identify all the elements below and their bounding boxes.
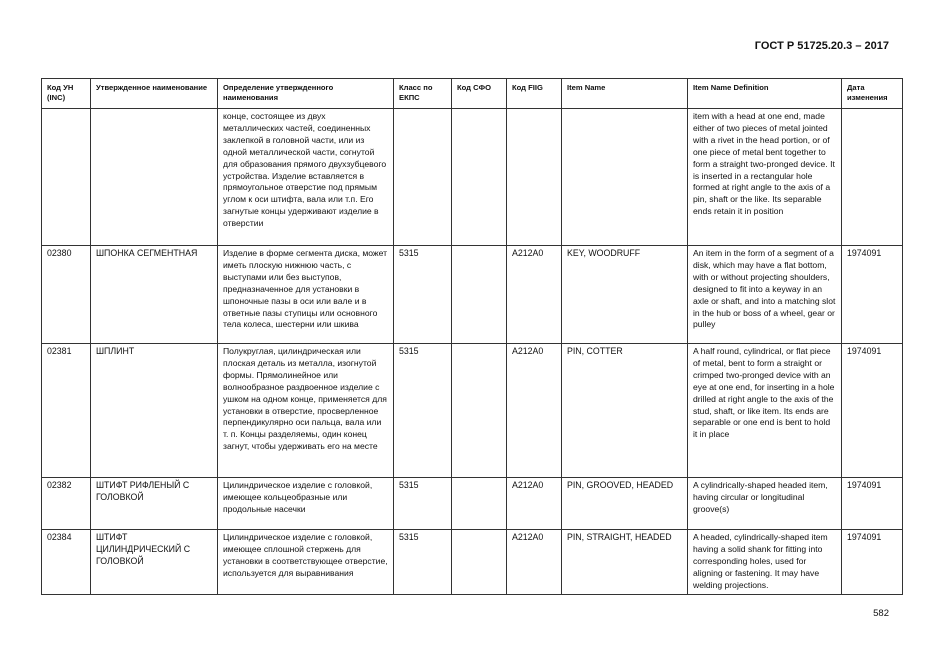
cell-sfo [452,109,507,246]
cell-class: 5315 [394,344,452,478]
cell-definition: Цилиндрическое изделие с головкой, имеющее кольцеобразные или продольные насечки [218,478,394,530]
table-row [42,478,903,530]
cell-date: 1974091 [842,344,903,478]
cell-item-name: PIN, GROOVED, HEADED [562,478,688,530]
cell-code [42,109,91,246]
column-header-sfo: Код СФО [452,79,507,109]
cell-name [91,109,218,246]
cell-sfo [452,344,507,478]
cell-date: 1974091 [842,478,903,530]
column-header-date: Дата изменения [842,79,903,109]
page-number: 582 [873,608,889,619]
column-header-class: Класс по ЕКПС [394,79,452,109]
cell-date: 1974091 [842,246,903,344]
cell-item-def: A cylindrically-shaped headed item, having circular or longitudinal groove(s) [688,478,842,530]
cell-item-def: An item in the form of a segment of a disk, which may have a flat bottom, with or without projecting shoulders, designed to fit into a keyway in an axle or shaft, and into a matching slot in the hub or boss of a wheel, gear or pulley [688,246,842,344]
cell-name: ШТИФТ РИФЛЕНЫЙ С ГОЛОВКОЙ [91,478,218,530]
cell-code: 02382 [42,478,91,530]
cell-fiig: A212A0 [507,530,562,595]
table-header-row [42,79,903,109]
cell-item-name [562,109,688,246]
document-header: ГОСТ Р 51725.20.3 – 2017 [754,40,889,52]
column-header-item-def: Item Name Definition [688,79,842,109]
cell-class: 5315 [394,246,452,344]
cell-item-def: A half round, cylindrical, or flat piece of metal, bent to form a straight or crimped two-pronged device with an eye at one end, for inserting in a hole drilled at right angle to the axis of the stud, shaft, or like item. Its ends are separable or one end is bent to hold it in place [688,344,842,478]
table-row [42,246,903,344]
cell-code: 02384 [42,530,91,595]
cell-definition: Полукруглая, цилиндрическая или плоская деталь из металла, изогнутой формы. Прямолинейное или волнообразное раздвоенное изделие с ушком на одном конце, применяется для установки в отверстие, просверленное перпендикулярно оси пальца, вала или т. п. Концы разделяемы, один конец загнут, чтобы удерживать его на месте [218,344,394,478]
cell-definition: конце, состоящее из двух металлических частей, соединенных заклепкой в головной части, или из одной металлической части, согнутой для образования прямого двухзубцевого устройства. Изделие вставляется в прямоугольное отверстие под прямым углом к оси штифта, вала или т.п. Его загнутые концы удерживают изделие в отверстии [218,109,394,246]
column-header-item-name: Item Name [562,79,688,109]
cell-item-def: A headed, cylindrically-shaped item having a solid shank for fitting into corresponding holes, used for aligning or fastening. It may have welding projections. [688,530,842,595]
column-header-definition: Определение утвержденного наименования [218,79,394,109]
cell-name: ШПЛИНТ [91,344,218,478]
cell-fiig: A212A0 [507,344,562,478]
column-header-name: Утвержденное наименование [91,79,218,109]
cell-definition: Изделие в форме сегмента диска, может иметь плоскую нижнюю часть, с выступами или без выступов, предназначенное для установки в шпоночные пазы в оси или вале и в ответные пазы ступицы или основного тела колеса, шестерни или шкива [218,246,394,344]
column-header-fiig: Код FIIG [507,79,562,109]
data-table [41,78,903,595]
cell-date: 1974091 [842,530,903,595]
cell-name: ШПОНКА СЕГМЕНТНАЯ [91,246,218,344]
column-header-code: Код УН (INC) [42,79,91,109]
cell-fiig [507,109,562,246]
cell-class [394,109,452,246]
cell-sfo [452,530,507,595]
cell-code: 02381 [42,344,91,478]
table-row [42,109,903,246]
cell-date [842,109,903,246]
cell-name: ШТИФТ ЦИЛИНДРИЧЕСКИЙ С ГОЛОВКОЙ [91,530,218,595]
cell-definition: Цилиндрическое изделие с головкой, имеющее сплошной стержень для установки в соответствующее отверстие, используется для выравнивания [218,530,394,595]
cell-sfo [452,246,507,344]
cell-item-name: KEY, WOODRUFF [562,246,688,344]
table-row [42,530,903,595]
cell-item-def: item with a head at one end, made either of two pieces of metal jointed with a rivet in the head portion, or of one piece of metal bent together to form a straight two-pronged device. It is inserted in a rectangular hole formed at right angle to the axis of a pin, shaft or the like. Its separable ends retain it in position [688,109,842,246]
table-row [42,344,903,478]
cell-item-name: PIN, COTTER [562,344,688,478]
cell-item-name: PIN, STRAIGHT, HEADED [562,530,688,595]
cell-class: 5315 [394,478,452,530]
cell-code: 02380 [42,246,91,344]
cell-fiig: A212A0 [507,246,562,344]
cell-fiig: A212A0 [507,478,562,530]
cell-class: 5315 [394,530,452,595]
cell-sfo [452,478,507,530]
